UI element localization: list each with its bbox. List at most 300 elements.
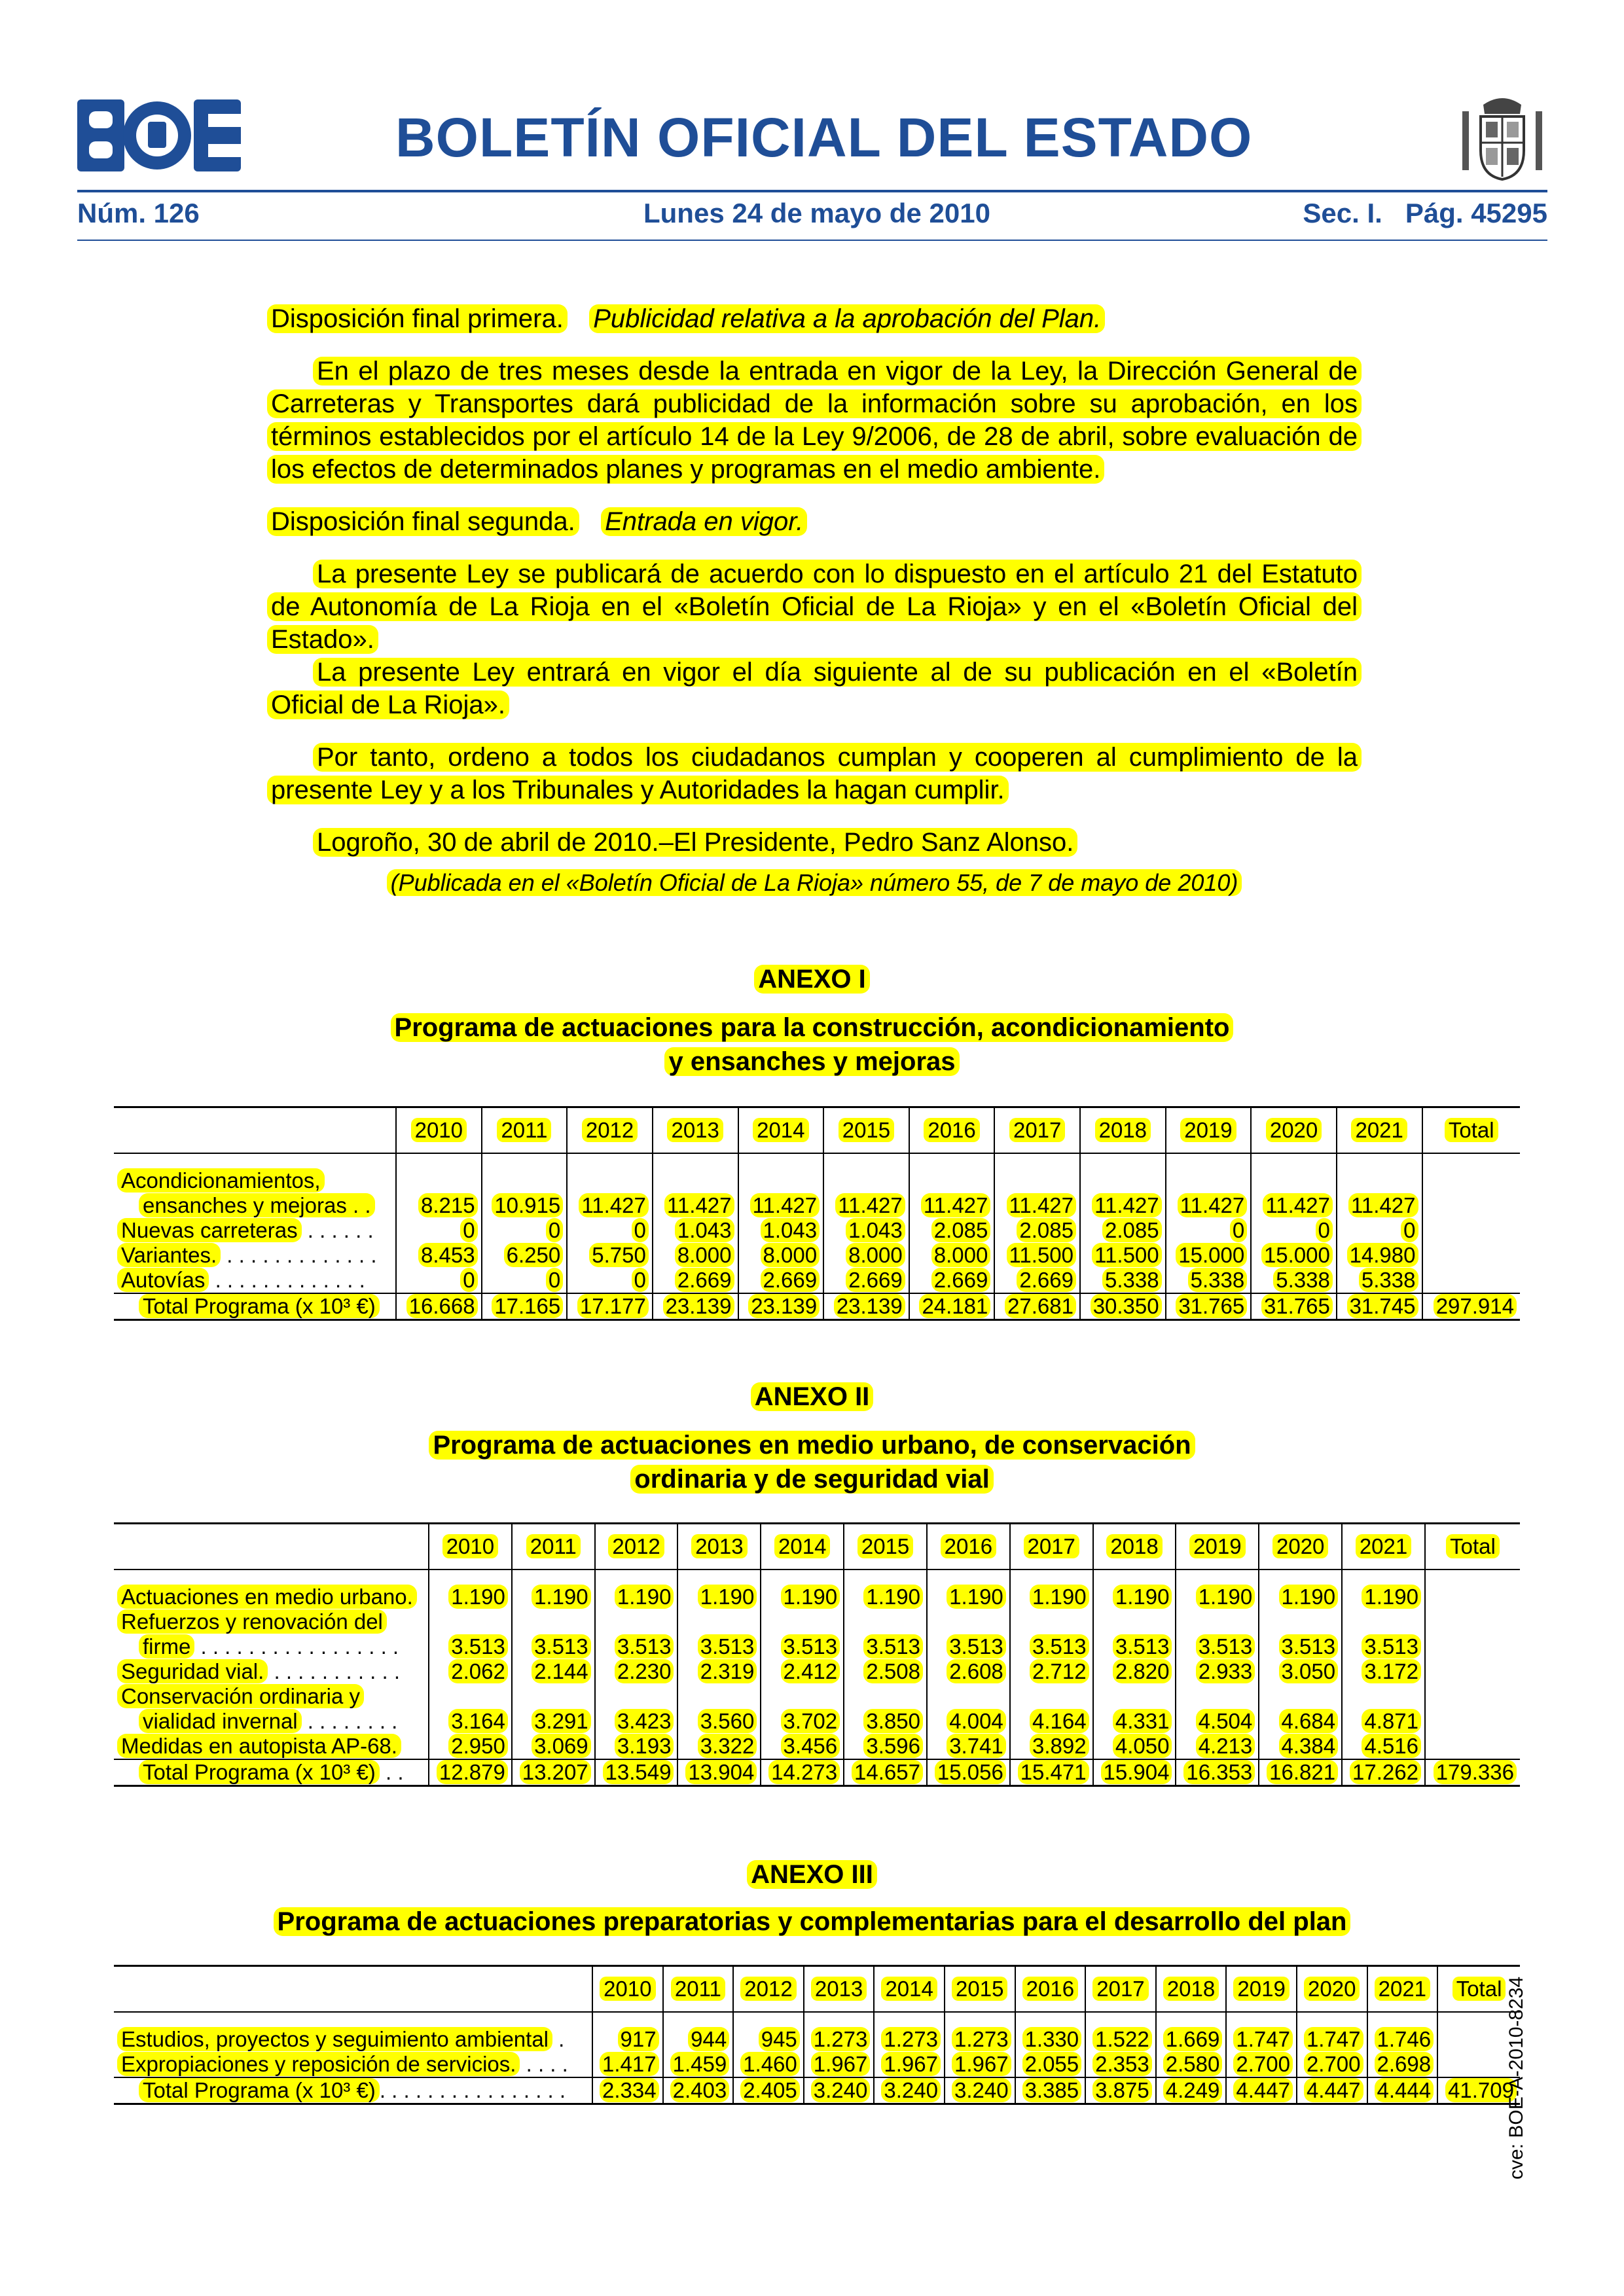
annex-2-heading: ANEXO II	[0, 1380, 1624, 1414]
year-header-cell	[482, 1107, 568, 1154]
value-cell: 5.750	[567, 1243, 653, 1268]
year-header-cell	[1251, 1107, 1337, 1154]
total-value-cell: 2.334	[592, 2077, 663, 2104]
table-total-row	[114, 1293, 1520, 1320]
value-cell: 1.522	[1085, 2027, 1156, 2052]
value-cell: 2.062	[429, 1659, 512, 1684]
year-header-cell	[927, 1524, 1010, 1570]
value-cell: 3.560	[677, 1709, 761, 1734]
value-cell: 5.338	[1337, 1268, 1422, 1293]
body-text	[267, 302, 1362, 899]
table-header-row	[114, 1524, 1520, 1570]
year-label: 2012	[608, 1534, 664, 1558]
dot-leader: . . . . . . . . . . .	[268, 1659, 401, 1683]
value-cell: 2.580	[1156, 2052, 1227, 2077]
value-cell: 1.330	[1015, 2027, 1086, 2052]
year-header-cell	[1337, 1107, 1422, 1154]
value-cell: 11.427	[738, 1193, 824, 1218]
annex-1-heading: ANEXO I	[0, 962, 1624, 996]
annex-3-heading: ANEXO III	[0, 1857, 1624, 1892]
value-cell: 3.513	[761, 1634, 844, 1659]
total-value-cell: 2.405	[733, 2077, 804, 2104]
dot-leader: . . . .	[520, 2052, 568, 2076]
value-cell: 2.669	[994, 1268, 1080, 1293]
value-cell: 3.423	[595, 1709, 678, 1734]
year-label: 2017	[1024, 1534, 1079, 1558]
year-header-cell	[1156, 1966, 1227, 2013]
total-value-cell: 14.273	[761, 1759, 844, 1786]
value-cell: 10.915	[482, 1193, 568, 1218]
year-header-cell	[567, 1107, 653, 1154]
year-label: Total	[1446, 1534, 1500, 1558]
year-header-cell	[1425, 1524, 1520, 1570]
total-value-cell: 30.350	[1080, 1293, 1166, 1320]
year-header-cell	[909, 1107, 995, 1154]
table-row	[114, 2027, 1520, 2052]
value-cell	[1422, 1218, 1521, 1243]
value-cell: 0	[1166, 1218, 1252, 1243]
year-header-cell	[1166, 1107, 1252, 1154]
value-cell: 2.669	[738, 1268, 824, 1293]
cve-code: cve: BOE-A-2010-8234	[1506, 1976, 1527, 2179]
final-provision-2-text-2: La presente Ley entrará en vigor el día siguiente al de su publicación en el «Boletín Oficial de La Rioja».	[267, 656, 1362, 721]
value-cell: 5.338	[1080, 1268, 1166, 1293]
total-label: Total Programa (x 10³ €) . . . . . . . . . . . . . . . .	[114, 2077, 592, 2104]
value-cell: 1.967	[874, 2052, 945, 2077]
total-value-cell: 4.249	[1156, 2077, 1227, 2104]
year-header-cell	[1297, 1966, 1367, 2013]
year-label: 2010	[600, 1977, 655, 2001]
spacer-row	[114, 2012, 1520, 2027]
value-cell: 4.384	[1259, 1734, 1342, 1759]
total-value-cell: 31.765	[1251, 1293, 1337, 1320]
year-label: 2021	[1375, 1977, 1430, 2001]
value-cell: 14.980	[1337, 1243, 1422, 1268]
value-cell	[1422, 1193, 1521, 1218]
total-value-cell: 17.262	[1342, 1759, 1425, 1786]
value-cell: 4.684	[1259, 1709, 1342, 1734]
table-row	[114, 1585, 1520, 1609]
value-cell: 11.427	[909, 1193, 995, 1218]
value-cell: 5.338	[1251, 1268, 1337, 1293]
dot-leader: .	[552, 2027, 565, 2051]
total-value-cell: 3.240	[874, 2077, 945, 2104]
table-row-label-line	[114, 1609, 1520, 1634]
value-cell: 2.508	[844, 1659, 927, 1684]
spacer-row	[114, 1570, 1520, 1585]
total-value-cell: 2.403	[663, 2077, 734, 2104]
value-cell: 8.215	[396, 1193, 482, 1218]
value-cell: 3.050	[1259, 1659, 1342, 1684]
year-label: 2017	[1009, 1118, 1065, 1142]
year-label: 2017	[1092, 1977, 1148, 2001]
value-cell: 3.850	[844, 1709, 927, 1734]
year-label: 2018	[1095, 1118, 1151, 1142]
annex-2-title: Programa de actuaciones en medio urbano, de conservación ordinaria y de seguridad vial	[0, 1428, 1624, 1496]
row-label: Conservación ordinaria y	[114, 1684, 429, 1709]
year-label: 2011	[497, 1118, 551, 1142]
total-value-cell: 3.385	[1015, 2077, 1086, 2104]
value-cell: 2.085	[1080, 1218, 1166, 1243]
year-header-cell	[1010, 1524, 1093, 1570]
year-header-cell	[761, 1524, 844, 1570]
value-cell	[1425, 1659, 1520, 1684]
value-cell: 2.085	[994, 1218, 1080, 1243]
annex-3-table	[114, 1965, 1520, 2104]
value-cell: 3.193	[595, 1734, 678, 1759]
final-provision-2-text-1: La presente Ley se publicará de acuerdo con lo dispuesto en el artículo 21 del Estatuto de Autonomía de La Rioja en el «Boletín Oficial de La Rioja» y en el «Boletín Oficial del Estado».	[267, 558, 1362, 656]
value-cell: 8.000	[738, 1243, 824, 1268]
final-provision-2-heading	[267, 505, 1362, 538]
header-blank-cell	[114, 1966, 592, 2013]
value-cell: 1.190	[1342, 1585, 1425, 1609]
value-cell: 1.273	[945, 2027, 1015, 2052]
total-value-cell: 12.879	[429, 1759, 512, 1786]
value-cell: 1.273	[874, 2027, 945, 2052]
value-cell: 3.069	[512, 1734, 595, 1759]
value-cell: 3.513	[595, 1634, 678, 1659]
provision-title: Publicidad relativa a la aprobación del Plan.	[589, 304, 1105, 333]
total-label: Total Programa (x 10³ €) . .	[114, 1759, 429, 1786]
year-label: 2015	[952, 1977, 1007, 2001]
value-cell: 3.702	[761, 1709, 844, 1734]
header-rule-top	[77, 190, 1547, 192]
year-header-cell	[1080, 1107, 1166, 1154]
year-header-cell	[1422, 1107, 1521, 1154]
value-cell: 1.190	[1010, 1585, 1093, 1609]
value-cell: 0	[567, 1268, 653, 1293]
year-header-cell	[733, 1966, 804, 2013]
year-header-cell	[677, 1524, 761, 1570]
value-cell: 1.273	[804, 2027, 875, 2052]
value-cell: 2.353	[1085, 2052, 1156, 2077]
table-row-label-line	[114, 1684, 1520, 1709]
value-cell: 3.513	[1093, 1634, 1176, 1659]
table-row	[114, 2052, 1520, 2077]
year-label: 2016	[1022, 1977, 1078, 2001]
value-cell: 3.513	[1342, 1634, 1425, 1659]
value-cell	[1425, 1734, 1520, 1759]
value-cell: 0	[482, 1218, 568, 1243]
value-cell: 1.669	[1156, 2027, 1227, 2052]
header-blank-cell	[114, 1107, 396, 1154]
value-cell: 1.043	[738, 1218, 824, 1243]
row-label: Medidas en autopista AP-68.	[114, 1734, 429, 1759]
value-cell: 1.460	[733, 2052, 804, 2077]
value-cell: 0	[396, 1268, 482, 1293]
value-cell: 8.000	[823, 1243, 909, 1268]
year-header-cell	[653, 1107, 738, 1154]
value-cell: 11.427	[1166, 1193, 1252, 1218]
value-cell: 945	[733, 2027, 804, 2052]
total-value-cell: 13.904	[677, 1759, 761, 1786]
table-row	[114, 1193, 1520, 1218]
year-header-cell	[823, 1107, 909, 1154]
value-cell: 4.871	[1342, 1709, 1425, 1734]
publication-note: (Publicada en el «Boletín Oficial de La Rioja» número 55, de 7 de mayo de 2010)	[267, 867, 1362, 899]
year-header-cell	[595, 1524, 678, 1570]
total-value-cell: 13.549	[595, 1759, 678, 1786]
annex-1-table	[114, 1106, 1520, 1320]
year-header-cell	[512, 1524, 595, 1570]
final-provision-1-text: En el plazo de tres meses desde la entrada en vigor de la Ley, la Dirección General de Carreteras y Transportes dará publicidad de la información sobre su aprobación, en los términos establecidos por el artículo 14 de la Ley 9/2006, de 28 de abril, sobre evaluación de los efectos de determinados planes y programas en el medio ambiente.	[267, 355, 1362, 486]
value-cell	[1422, 1243, 1521, 1268]
year-header-cell	[1176, 1524, 1259, 1570]
total-value-cell: 31.765	[1166, 1293, 1252, 1320]
total-value-cell: 16.353	[1176, 1759, 1259, 1786]
value-cell: 3.291	[512, 1709, 595, 1734]
total-value-cell: 297.914	[1422, 1293, 1521, 1320]
total-value-cell: 4.444	[1367, 2077, 1438, 2104]
year-header-cell	[1085, 1966, 1156, 2013]
table-row	[114, 1243, 1520, 1268]
value-cell: 2.608	[927, 1659, 1010, 1684]
year-header-cell	[1093, 1524, 1176, 1570]
value-cell: 11.427	[653, 1193, 738, 1218]
table-total-row	[114, 2077, 1520, 2104]
year-header-cell	[1342, 1524, 1425, 1570]
value-cell: 0	[1337, 1218, 1422, 1243]
total-value-cell: 4.447	[1226, 2077, 1297, 2104]
value-cell: 2.319	[677, 1659, 761, 1684]
value-cell: 8.453	[396, 1243, 482, 1268]
value-cell: 11.427	[823, 1193, 909, 1218]
table-row	[114, 1218, 1520, 1243]
header-rule-bottom	[77, 240, 1547, 241]
year-header-cell	[738, 1107, 824, 1154]
value-cell: 4.331	[1093, 1709, 1176, 1734]
dot-leader: . . . . . . . .	[301, 1709, 398, 1733]
table-header-row	[114, 1966, 1520, 2013]
year-label: 2015	[839, 1118, 894, 1142]
year-label: 2011	[671, 1977, 725, 2001]
year-label: 2020	[1304, 1977, 1360, 2001]
value-cell: 1.190	[1259, 1585, 1342, 1609]
total-value-cell: 24.181	[909, 1293, 995, 1320]
value-cell: 917	[592, 2027, 663, 2052]
year-label: 2020	[1266, 1118, 1322, 1142]
page-header	[77, 92, 1547, 268]
final-provision-1-heading	[267, 302, 1362, 335]
total-value-cell: 13.207	[512, 1759, 595, 1786]
spacer-row	[114, 1153, 1520, 1168]
year-header-cell	[1259, 1524, 1342, 1570]
value-cell: 2.669	[823, 1268, 909, 1293]
total-value-cell: 23.139	[823, 1293, 909, 1320]
value-cell: 1.747	[1226, 2027, 1297, 2052]
total-value-cell: 17.165	[482, 1293, 568, 1320]
value-cell: 4.004	[927, 1709, 1010, 1734]
value-cell: 11.427	[567, 1193, 653, 1218]
value-cell: 2.669	[653, 1268, 738, 1293]
row-label: Acondicionamientos,	[114, 1168, 396, 1193]
year-label: 2015	[857, 1534, 913, 1558]
year-label: 2010	[442, 1534, 498, 1558]
table-row	[114, 1268, 1520, 1293]
year-label: 2013	[811, 1977, 867, 2001]
value-cell: 2.669	[909, 1268, 995, 1293]
value-cell: 2.144	[512, 1659, 595, 1684]
dot-leader: . . . . . . . . . . . . . . . . .	[194, 1634, 399, 1659]
value-cell: 11.427	[1080, 1193, 1166, 1218]
total-value-cell: 23.139	[653, 1293, 738, 1320]
year-label: 2014	[774, 1534, 830, 1558]
value-cell: 3.172	[1342, 1659, 1425, 1684]
value-cell: 1.043	[653, 1218, 738, 1243]
value-cell: 3.513	[512, 1634, 595, 1659]
value-cell: 11.427	[1251, 1193, 1337, 1218]
year-label: 2019	[1180, 1118, 1236, 1142]
value-cell: 3.164	[429, 1709, 512, 1734]
value-cell: 3.513	[927, 1634, 1010, 1659]
value-cell: 3.322	[677, 1734, 761, 1759]
value-cell: 3.513	[429, 1634, 512, 1659]
year-label: 2011	[526, 1534, 581, 1558]
row-label: Estudios, proyectos y seguimiento ambiental .	[114, 2027, 592, 2052]
value-cell	[1425, 1709, 1520, 1734]
dot-leader: . . . . . .	[301, 1218, 374, 1242]
total-value-cell: 15.904	[1093, 1759, 1176, 1786]
total-value-cell: 16.668	[396, 1293, 482, 1320]
table-row	[114, 1659, 1520, 1684]
value-cell: 3.513	[844, 1634, 927, 1659]
total-label: Total Programa (x 10³ €)	[114, 1293, 396, 1320]
value-cell: 3.596	[844, 1734, 927, 1759]
year-header-cell	[1015, 1966, 1086, 2013]
year-label: 2010	[411, 1118, 467, 1142]
value-cell: 4.050	[1093, 1734, 1176, 1759]
value-cell	[1425, 1585, 1520, 1609]
year-label: 2021	[1351, 1118, 1407, 1142]
value-cell: 4.213	[1176, 1734, 1259, 1759]
total-value-cell: 4.447	[1297, 2077, 1367, 2104]
value-cell: 11.500	[1080, 1243, 1166, 1268]
year-label: 2012	[740, 1977, 796, 2001]
year-label: 2018	[1163, 1977, 1219, 2001]
value-cell: 11.427	[994, 1193, 1080, 1218]
issue-date: Lunes 24 de mayo de 2010	[643, 198, 990, 228]
value-cell: 5.338	[1166, 1268, 1252, 1293]
value-cell: 3.513	[1176, 1634, 1259, 1659]
row-label: Refuerzos y renovación del	[114, 1609, 429, 1634]
total-value-cell: 3.240	[804, 2077, 875, 2104]
year-label: 2021	[1356, 1534, 1411, 1558]
year-label: Total	[1445, 1118, 1498, 1142]
value-cell: 1.190	[595, 1585, 678, 1609]
value-cell: 2.055	[1015, 2052, 1086, 2077]
value-cell: 0	[482, 1268, 568, 1293]
value-cell: 4.164	[1010, 1709, 1093, 1734]
year-header-cell	[994, 1107, 1080, 1154]
value-cell: 2.950	[429, 1734, 512, 1759]
value-cell: 8.000	[653, 1243, 738, 1268]
issue-number: Núm. 126	[77, 198, 200, 228]
value-cell: 3.892	[1010, 1734, 1093, 1759]
value-cell: 11.427	[1337, 1193, 1422, 1218]
value-cell: 6.250	[482, 1243, 568, 1268]
dot-leader: . . . . . . . . . . . . . . . .	[379, 2078, 566, 2102]
value-cell: 1.043	[823, 1218, 909, 1243]
value-cell: 1.190	[1176, 1585, 1259, 1609]
table-row-label-line	[114, 1168, 1520, 1193]
value-cell: 1.967	[804, 2052, 875, 2077]
value-cell: 3.513	[1010, 1634, 1093, 1659]
year-header-cell	[1367, 1966, 1438, 2013]
year-label: 2013	[691, 1534, 747, 1558]
value-cell: 1.967	[945, 2052, 1015, 2077]
value-cell: 4.516	[1342, 1734, 1425, 1759]
value-cell: 4.504	[1176, 1709, 1259, 1734]
value-cell: 1.417	[592, 2052, 663, 2077]
row-label: vialidad invernal . . . . . . . .	[114, 1709, 429, 1734]
total-value-cell: 15.056	[927, 1759, 1010, 1786]
year-label: 2014	[753, 1118, 808, 1142]
year-header-cell	[1226, 1966, 1297, 2013]
value-cell: 1.190	[844, 1585, 927, 1609]
value-cell: 15.000	[1251, 1243, 1337, 1268]
value-cell: 944	[663, 2027, 734, 2052]
row-label: Autovías . . . . . . . . . . . . .	[114, 1268, 396, 1293]
year-header-cell	[396, 1107, 482, 1154]
value-cell: 2.698	[1367, 2052, 1438, 2077]
value-cell: 1.190	[1093, 1585, 1176, 1609]
table-row	[114, 1734, 1520, 1759]
boe-logo	[77, 99, 241, 171]
total-value-cell: 179.336	[1425, 1759, 1520, 1786]
year-header-cell	[804, 1966, 875, 2013]
value-cell: 3.513	[677, 1634, 761, 1659]
year-label: 2020	[1272, 1534, 1328, 1558]
year-label: 2019	[1189, 1534, 1245, 1558]
value-cell: 3.513	[1259, 1634, 1342, 1659]
value-cell: 2.230	[595, 1659, 678, 1684]
dot-leader: . .	[379, 1760, 404, 1784]
row-label: firme . . . . . . . . . . . . . . . . .	[114, 1634, 429, 1659]
total-value-cell: 41.709	[1437, 2077, 1520, 2104]
value-cell: 0	[567, 1218, 653, 1243]
total-value-cell: 16.821	[1259, 1759, 1342, 1786]
value-cell: 2.412	[761, 1659, 844, 1684]
value-cell: 2.712	[1010, 1659, 1093, 1684]
dot-leader: . . . . . . . . . . . . .	[209, 1268, 365, 1292]
year-header-cell	[844, 1524, 927, 1570]
year-label: 2018	[1106, 1534, 1162, 1558]
year-label: Total	[1453, 1977, 1506, 2001]
value-cell: 15.000	[1166, 1243, 1252, 1268]
year-label: 2016	[941, 1534, 996, 1558]
table-total-row	[114, 1759, 1520, 1786]
value-cell: 2.933	[1176, 1659, 1259, 1684]
value-cell: 1.190	[761, 1585, 844, 1609]
year-label: 2012	[582, 1118, 638, 1142]
row-label: ensanches y mejoras . .	[114, 1193, 396, 1218]
value-cell: 1.190	[512, 1585, 595, 1609]
value-cell: 2.085	[909, 1218, 995, 1243]
total-value-cell: 23.139	[738, 1293, 824, 1320]
year-header-cell	[874, 1966, 945, 2013]
closing-paragraph: Por tanto, ordeno a todos los ciudadanos cumplan y cooperen al cumplimiento de la presente Ley y a los Tribunales y Autoridades la hagan cumplir.	[267, 741, 1362, 806]
year-label: 2014	[881, 1977, 937, 2001]
row-label: Expropiaciones y reposición de servicios. . . . .	[114, 2052, 592, 2077]
provision-label: Disposición final primera.	[267, 304, 568, 333]
value-cell: 3.741	[927, 1734, 1010, 1759]
table-header-row	[114, 1107, 1520, 1154]
value-cell: 8.000	[909, 1243, 995, 1268]
value-cell: 0	[1251, 1218, 1337, 1243]
value-cell: 1.190	[927, 1585, 1010, 1609]
value-cell: 1.190	[677, 1585, 761, 1609]
value-cell: 2.700	[1297, 2052, 1367, 2077]
